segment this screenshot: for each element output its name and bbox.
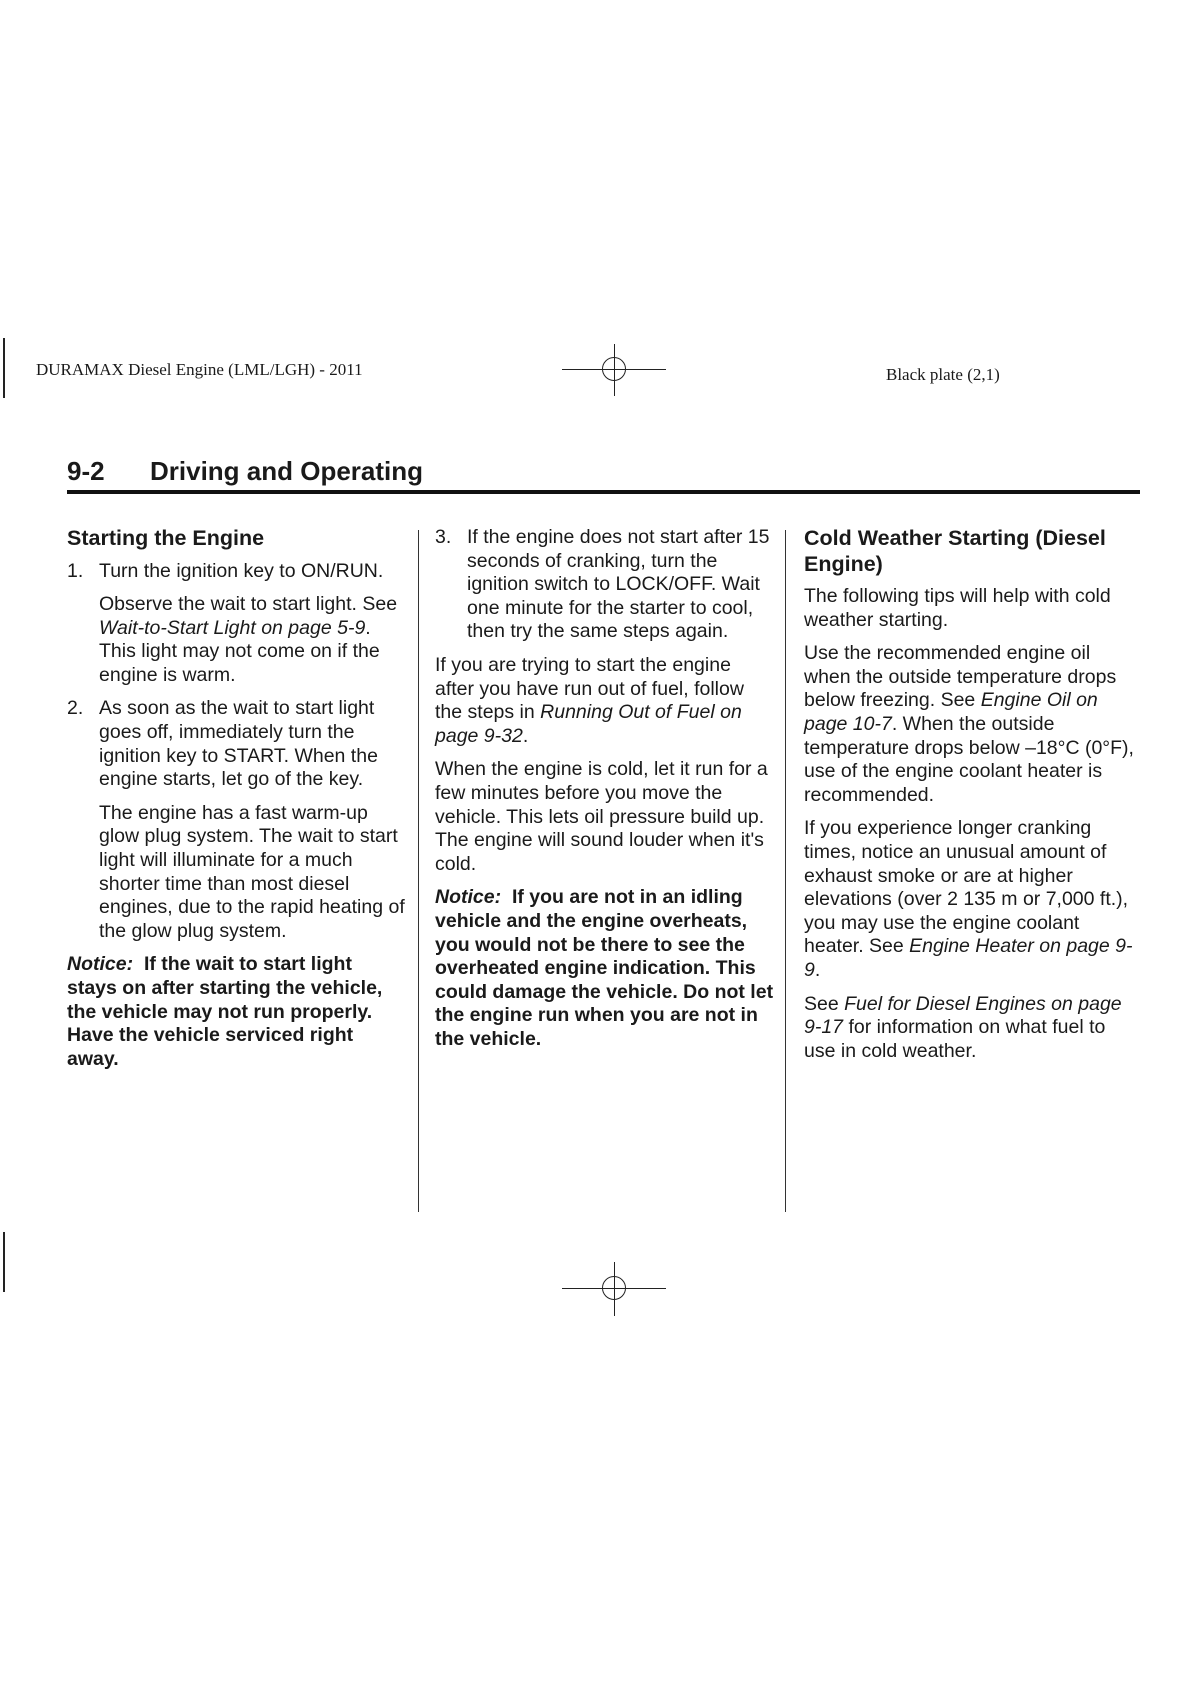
paragraph-text: . When the outside temperature drops below –18°C (0°F), use of the engine coolant heater is recommended. — [804, 712, 1134, 806]
cross-reference-link[interactable]: Engine Heater on page 9-9 — [804, 935, 1133, 981]
paragraph: The following tips will help with cold weather starting. — [804, 585, 1111, 631]
note-text: . This light may not come on if the engine is warm. — [99, 616, 380, 686]
list-number: 3. — [435, 526, 452, 548]
notice-text: If you are not in an idling vehicle and the engine overheats, you would not be there to see the overheated engine indication. This could damage the vehicle. Do not let the engine run when you are not in the vehicle. — [435, 886, 774, 1050]
cross-reference-link[interactable]: Wait-to-Start Light on page 5-9 — [99, 616, 366, 639]
note-text: Observe the wait to start light. See — [99, 593, 398, 616]
list-text: If the engine does not start after 15 seconds of cranking, turn the ignition switch to LOCK/OFF. Wait one minute for the starter to cool, then try the same steps again. — [467, 526, 770, 643]
paragraph-text: . — [814, 958, 821, 981]
paragraph-text: If you are trying to start the engine after you have run out of fuel, follow the steps in — [435, 653, 744, 724]
cross-reference-link[interactable]: Engine Oil on page 10-7 — [804, 689, 1098, 735]
step-note — [99, 593, 407, 687]
column-2 — [435, 526, 775, 1061]
paragraph — [804, 817, 1140, 982]
paragraph — [804, 993, 1140, 1064]
page-header — [67, 456, 423, 487]
column-divider-2 — [785, 530, 786, 1212]
plate-right-text: Black plate (2,1) — [886, 365, 1000, 384]
paragraph-text: Use the recommended engine oil when the outside temperature drops below freezing. See — [804, 642, 1117, 712]
list-item — [435, 526, 775, 644]
section-title: Driving and Operating — [150, 456, 424, 486]
crop-mark-left-bottom — [3, 1232, 5, 1292]
column-1 — [67, 526, 407, 1081]
list-number: 1. — [67, 559, 84, 582]
list-item — [67, 560, 407, 584]
plate-left-text: DURAMAX Diesel Engine (LML/LGH) - 2011 — [36, 360, 363, 379]
column-divider-1 — [418, 530, 419, 1212]
paragraph-text: See — [804, 992, 845, 1015]
paragraph — [804, 642, 1140, 807]
list-text: As soon as the wait to start light goes off, immediately turn the ignition key to START. When the engine starts, let go of the key. — [99, 697, 378, 791]
list-item — [67, 697, 407, 791]
notice-text: If the wait to start light stays on after starting the vehicle, the vehicle may not run properly. Have the vehicle serviced right away. — [67, 953, 383, 1070]
section-heading-starting-engine: Starting the Engine — [67, 526, 265, 550]
cross-reference-link[interactable]: Fuel for Diesel Engines on page 9-17 — [804, 992, 1122, 1039]
header-rule — [67, 490, 1140, 494]
page-number: 9-2 — [67, 456, 105, 486]
notice-label: Notice: — [435, 886, 502, 909]
column-3 — [804, 526, 1140, 1073]
notice-block — [67, 953, 407, 1071]
paragraph-text: . — [522, 724, 529, 747]
paragraph — [435, 654, 775, 748]
paragraph-text: If you experience longer cranking times, notice an unusual amount of exhaust smoke or are at higher elevations (over 2 135 m or 7,000 ft.), you may use the engine coolant heater. See — [804, 817, 1129, 958]
section-heading-cold-weather: Cold Weather Starting (Diesel Engine) — [804, 526, 1106, 576]
notice-label: Notice: — [67, 953, 134, 976]
step-note: The engine has a fast warm-up glow plug system. The wait to start light will illuminate for a much shorter time than most diesel engines, due to the rapid heating of the glow plug system. — [99, 801, 405, 942]
crop-mark-left-top — [3, 338, 5, 398]
paragraph: When the engine is cold, let it run for a few minutes before you move the vehicle. This lets oil pressure build up. The engine will sound louder when it's cold. — [435, 758, 768, 875]
notice-block — [435, 886, 775, 1051]
list-text: Turn the ignition key to ON/RUN. — [99, 559, 384, 582]
list-number: 2. — [67, 697, 84, 720]
cross-reference-link[interactable]: Running Out of Fuel on page 9-32 — [435, 701, 742, 747]
paragraph-text: for information on what fuel to use in cold weather. — [804, 1016, 1106, 1062]
